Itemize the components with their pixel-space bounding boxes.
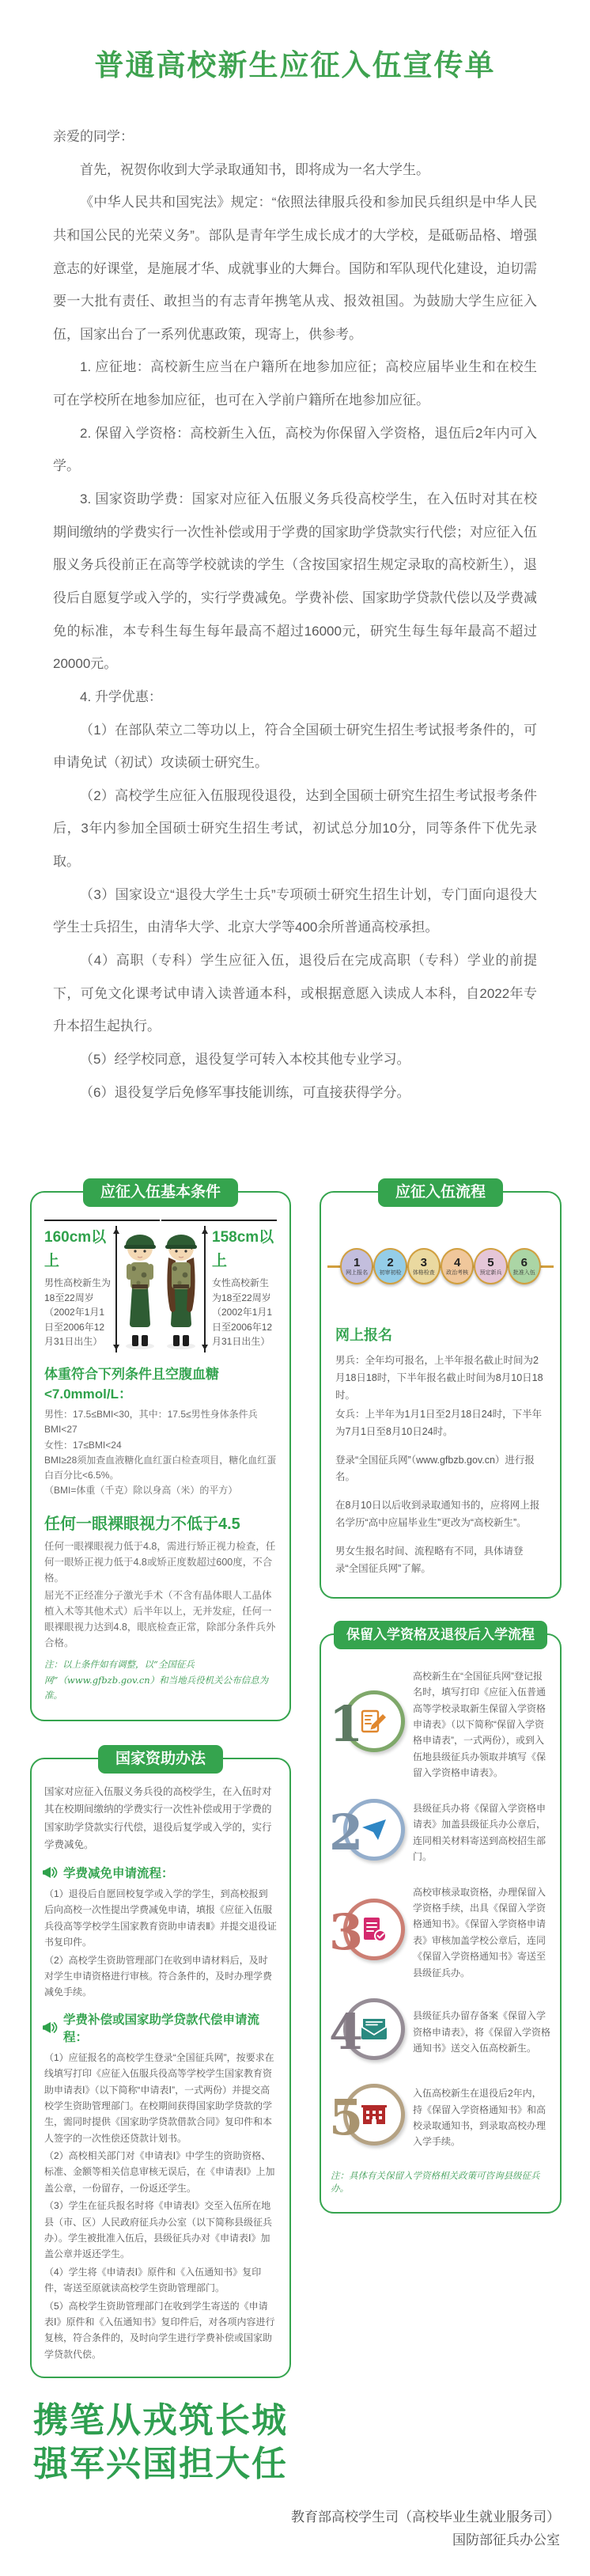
process-paragraph: 女兵：上半年为1月1日至2月18日24时，下半年为7月1日至8月10日24时。: [335, 1408, 543, 1437]
step-number: 1: [353, 1255, 361, 1269]
panel-basic-conditions: [30, 1184, 291, 1721]
step-label: 体格检查: [412, 1269, 435, 1276]
retain-step-2: [329, 1799, 550, 1867]
step-number: 2: [387, 1255, 394, 1269]
signature-block: [0, 2506, 560, 2576]
female-height-figure: [161, 1220, 277, 1355]
envelope-icon: [360, 2017, 388, 2041]
funding-item: （3）学生在征兵报名时将《申请表Ⅰ》交至入伍所在地县（市、区）人民政府征兵办公室（以下简称县级征兵办）。学生被批准入伍后，县级征兵办对《申请表Ⅰ》加盖公章并返还学生。: [44, 2200, 273, 2260]
panel-funding: [30, 1750, 291, 2378]
signature-line-1: 教育部高校学生司（高校毕业生就业服务司）: [291, 2510, 560, 2525]
funding-item: （1）应征报名的高校学生登录“全国征兵网”，按要求在线填写打印《应征入伍服兵役高等学校学生国家教育资助申请表Ⅰ》（以下简称“申请表Ⅰ”，一式两份）并提交高校学生资助管理部门。在校期间获得国家助学贷款的学生，需同时提供《国家助学贷款借款合同》复印件和本人签字的一次性偿还贷款计划书。: [44, 2051, 274, 2144]
male-soldier-illustration: [123, 1226, 157, 1355]
section-title-text: 学费补偿或国家助学贷款代偿申请流程：: [63, 2013, 260, 2044]
slogan-line-2: 强军兴国担大任: [33, 2444, 288, 2485]
step-label: 网上报名: [346, 1269, 369, 1276]
retain-step-5: [329, 2084, 550, 2152]
paragraph: （1）在部队荣立二等功以上，符合全国硕士研究生招生考试报考条件的，可申请免试（初试）攻读硕士研究生。: [53, 722, 537, 771]
loan-compensation-items: [44, 2050, 277, 2362]
process-step-5: [474, 1248, 507, 1284]
salutation: 亲爱的同学：: [53, 129, 134, 144]
slogan-line-1: 携笔从戎筑长城: [33, 2400, 288, 2441]
panel-enlistment-process-title: 应征入伍流程: [378, 1178, 503, 1207]
process-paragraph: 登录“全国征兵网”（www.gfbzb.gov.cn）进行报名。: [335, 1454, 535, 1483]
signature-line-2: 国防部征兵办公室: [452, 2532, 560, 2548]
male-height-desc: 男性高校新生为18至22周岁（2002年1月1日至2006年12月31日出生）: [44, 1277, 112, 1348]
weight-line: 女性：17≤BMI<24: [44, 1439, 122, 1451]
step-number: 3: [329, 1903, 364, 1961]
paragraph: （6）退役复学后免修军事技能训练，可直接获得学分。: [80, 1084, 410, 1100]
weight-line: BMI≥28须加查血液糖化血红蛋白检查项目，糖化血红蛋白百分比<6.5%。: [44, 1454, 277, 1481]
retain-step-1: [329, 1668, 550, 1781]
retain-admission-note: 注：具体有关保留入学资格相关政策可咨询县级征兵办。: [331, 2169, 540, 2194]
basic-conditions-note: 注：以上条件如有调整，以“全国征兵网”（www.gfbzb.gov.cn）和当地兵役机关公布信息为准。: [44, 1659, 269, 1702]
step-label: 批准入伍: [512, 1269, 535, 1276]
vision-line: 屈光不正经准分子激光手术（不含有晶体眼人工晶体植入术等其他术式）后半年以上，无并发症，任何一眼裸眼视力达到4.8，眼底检查正常，除部分条件兵外合格。: [44, 1590, 276, 1649]
process-paragraph: 男女生报名时间、流程略有不同，具体请登录“全国征兵网”了解。: [335, 1546, 524, 1574]
weight-condition-lines: [44, 1407, 277, 1498]
building-icon: [361, 2102, 388, 2127]
step-number: 1: [329, 1695, 364, 1754]
male-height-value: 160cm以上: [44, 1229, 107, 1269]
online-signup-text: [335, 1352, 546, 1578]
weight-line: （BMI=体重（千克）除以身高（米）的平方）: [44, 1485, 238, 1497]
tuition-waiver-section-title: [43, 1864, 278, 1881]
retain-step-3: [329, 1884, 550, 1981]
male-measure-line: [112, 1226, 120, 1352]
panel-funding-title: 国家资助办法: [98, 1745, 223, 1774]
retain-step-text: 高校新生在“全国征兵网”登记报名时，填写打印《应征入伍普通高等学校录取新生保留入学资格申请表》（以下简称“保留入学资格申请表”，一式两份），或到入伍地县级征兵办领取并填写《保留入学资格申请表》。: [413, 1670, 547, 1779]
slogan: [30, 2399, 291, 2486]
left-column: [30, 1184, 291, 2486]
panel-basic-conditions-title: 应征入伍基本条件: [83, 1178, 238, 1207]
male-height-figure: [44, 1220, 160, 1355]
paragraph: 1. 应征地：高校新生应当在户籍所在地参加应征；高校应届毕业生和在校生可在学校所在地参加应征，也可在入学前户籍所在地参加应征。: [53, 359, 537, 408]
step-number: 2: [329, 1803, 364, 1861]
funding-item: （2）高校学生资助管理部门在收到申请材料后，及时对学生申请资格进行审核。符合条件的，及时办理学费减免手续。: [44, 1954, 273, 1998]
panel-retain-admission-title: 保留入学资格及退役后入学流程: [334, 1621, 547, 1649]
paragraph: （5）经学校同意，退役复学可转入本校其他专业学习。: [80, 1051, 410, 1067]
female-height-desc: 女性高校新生为18至22周岁（2002年1月1日至2006年12月31日出生）: [212, 1277, 273, 1348]
document-check-icon: [361, 1916, 388, 1943]
process-paragraph: 男兵：全年均可报名，上半年报名截止时间为2月18日18时，下半年报名截止时间为8月10日18时。: [335, 1355, 543, 1401]
step-number: 6: [520, 1255, 528, 1269]
weight-line: 男性：17.5≤BMI<30，其中：17.5≤男性身体条件兵BMI<27: [44, 1409, 258, 1436]
panel-enlistment-process: [320, 1184, 562, 1599]
paragraph: 3. 国家资助学费：国家对应征入伍服义务兵役高校学生，在入伍时对其在校期间缴纳的学费实行一次性补偿或用于学费的国家助学贷款实行代偿；对应征入伍服义务兵役前正在高等学校就读的学生（含按国家招生规定录取的高校新生），退役后自愿复学或入学的，实行学费减免。学费补偿、国家助学贷款代偿以及学费减免的标准，本专科生每生每年最高不超过16000元，研究生每生每年最高不超过20000元。: [53, 491, 537, 672]
retain-step-text: 入伍高校新生在退役后2年内，持《保留入学资格通知书》和高校录取通知书，到录取高校办理入学手续。: [413, 2088, 547, 2148]
step-number: 4: [453, 1255, 461, 1269]
letter-body: [53, 120, 537, 1109]
paragraph: 《中华人民共和国宪法》规定：“依照法律服兵役和参加民兵组织是中华人民共和国公民的光荣义务”。部队是青年学生成长成才的大学校，是砥砺品格、增强意志的好课堂，是施展才华、成就事业的大舞台。国防和军队现代化建设，迫切需要一大批有责任、敢担当的有志青年携笔从戎、报效祖国。为鼓励大学生应征入伍，国家出台了一系列优惠政策，现寄上，供参考。: [53, 195, 537, 342]
step-number: 3: [420, 1255, 427, 1269]
tuition-waiver-items: [44, 1886, 277, 2001]
process-step-3: [407, 1248, 441, 1284]
funding-intro: 国家对应征入伍服义务兵役的高校学生，在入伍时对其在校期间缴纳的学费实行一次性补偿或用于学费的国家助学贷款实行代偿，退役后复学或入学的，实行学费减免。: [44, 1785, 272, 1851]
retain-step-text: 县级征兵办将《保留入学资格申请表》加盖县级征兵办公章后，连同相关材料寄送到高校招生部门。: [413, 1802, 547, 1862]
step-label: 初审初检: [379, 1269, 402, 1276]
female-measure-line: [201, 1226, 209, 1352]
female-height-value: 158cm以上: [212, 1229, 274, 1269]
paragraph: 4. 升学优惠：: [80, 689, 162, 704]
megaphone-icon: [43, 1866, 59, 1879]
height-figures: [44, 1220, 277, 1355]
retain-step-text: 高校审核录取资格，办理保留入学资格手续，出具《保留入学资格通知书》。《保留入学资格申请表》审核加盖学校公章后，连同《保留入学资格通知书》寄送至县级征兵办。: [413, 1886, 547, 1978]
funding-item: （4）学生将《申请表Ⅰ》原件和《入伍通知书》复印件，寄送至原就读高校学生资助管理部门。: [44, 2266, 262, 2294]
loan-compensation-section-title: [43, 2010, 278, 2045]
online-signup-heading: 网上报名: [335, 1327, 392, 1344]
weight-condition-title: 体重符合下列条件且空腹血糖<7.0mmol/L：: [44, 1367, 219, 1402]
process-step-6: [508, 1248, 541, 1284]
step-number: 4: [329, 2002, 364, 2061]
paper-plane-icon: [361, 1816, 388, 1843]
panel-retain-admission: [320, 1626, 562, 2214]
info-panels: [0, 1184, 590, 2486]
funding-item: （5）高校学生资助管理部门在收到学生寄送的《申请表Ⅰ》原件和《入伍通知书》复印件后，对各项内容进行复核，符合条件的，及时向学生进行学费补偿或国家助学贷款代偿。: [44, 2300, 275, 2360]
section-title-text: 学费减免申请流程：: [63, 1866, 174, 1880]
process-timeline: [332, 1242, 549, 1300]
process-step-2: [373, 1248, 407, 1284]
process-paragraph: 在8月10日以后收到录取通知书的，应将网上报名学历“高中应届毕业生”更改为“高校新生”。: [335, 1500, 540, 1529]
female-soldier-illustration: [164, 1226, 199, 1355]
paragraph: （4）高职（专科）学生应征入伍，退役后在完成高职（专科）学业的前提下，可免文化课考试申请入读普通本科，或根据意愿入读成人本科，自2022年专升本招生起执行。: [53, 953, 537, 1034]
right-column: [320, 1184, 562, 2214]
process-step-1: [340, 1248, 373, 1284]
vision-condition-lines: [44, 1538, 277, 1651]
funding-item: （2）高校相关部门对《申请表Ⅰ》中学生的资助资格、标准、金额等相关信息审核无误后，在《申请表Ⅰ》上加盖公章，一份留存，一份返还学生。: [44, 2150, 275, 2194]
step-number: 5: [329, 2088, 364, 2146]
paragraph: （2）高校学生应征入伍服现役退役，达到全国硕士研究生招生考试报考条件后，3年内参加全国硕士研究生招生考试，初试总分加10分，同等条件下优先录取。: [53, 787, 537, 870]
process-step-4: [441, 1248, 474, 1284]
form-pencil-icon: [361, 1708, 388, 1735]
vision-line: 任何一眼裸眼视力低于4.8，需进行矫正视力检查，任何一眼矫正视力低于4.8或矫正度数超过600度，不合格。: [44, 1541, 276, 1584]
paragraph: 首先，祝贺你收到大学录取通知书，即将成为一名大学生。: [80, 161, 429, 177]
funding-item: （1）退役后自愿回校复学或入学的学生，到高校报到后向高校一次性提出学费减免申请，填报《应征入伍服兵役高等学校学生国家教育资助申请表Ⅱ》并提交退役证书复印件。: [44, 1887, 277, 1948]
retain-step-text: 县级征兵办留存备案《保留入学资格申请表》，将《保留入学资格通知书》送交入伍高校新生。: [413, 2010, 551, 2054]
page-title: 普通高校新生应征入伍宣传单: [94, 47, 496, 82]
step-number: 5: [487, 1255, 494, 1269]
retain-step-4: [329, 1998, 550, 2066]
paragraph: 2. 保留入学资格：高校新生入伍，高校为你保留入学资格，退伍后2年内可入学。: [53, 425, 537, 474]
step-label: 政治考核: [446, 1269, 469, 1276]
paragraph: （3）国家设立“退役大学生士兵”专项硕士研究生招生计划，专门面向退役大学生士兵招生，由清华大学、北京大学等400余所普通高校承担。: [53, 886, 537, 935]
megaphone-icon: [43, 2021, 59, 2034]
vision-condition-title: 任何一眼裸眼视力不低于4.5: [44, 1516, 240, 1534]
step-label: 预定新兵: [479, 1269, 502, 1276]
